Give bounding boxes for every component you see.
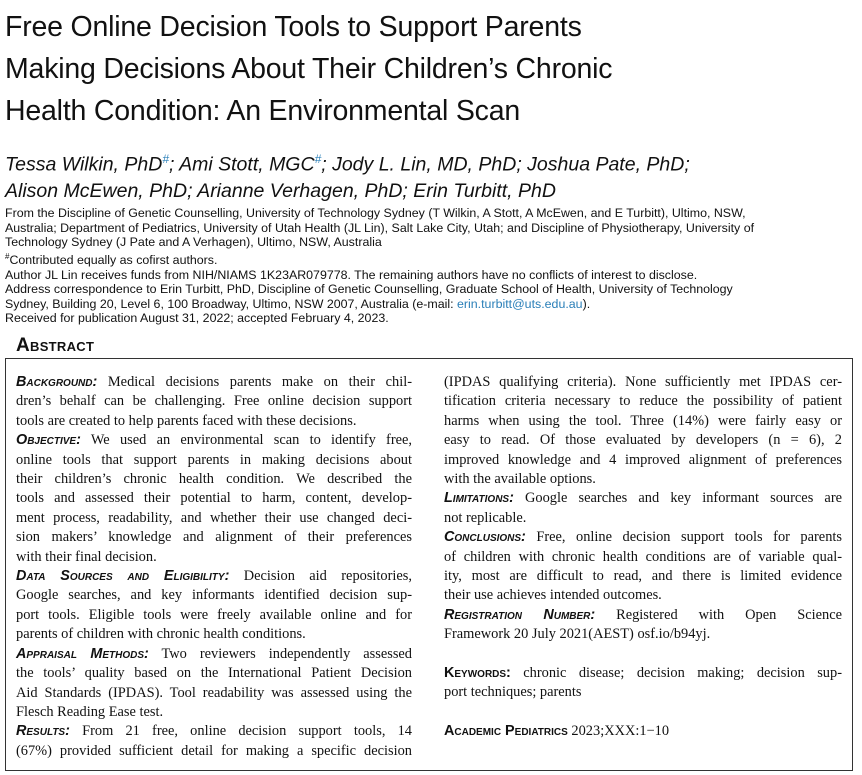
background-line: dren’s behalf can be challenging. Free online decision support bbox=[16, 393, 412, 410]
data-sources-line: Google searches, and key informants identified decision sup- bbox=[16, 587, 412, 604]
conclusions-line: of children with chronic health conditions are of variable qual- bbox=[444, 548, 842, 565]
affiliation-line: Australia; Department of Pediatrics, University of Utah Health (JL Lin), Salt Lake City, Utah; and Discipline of Physiotherapy, University of bbox=[5, 220, 755, 235]
appraisal-line: Appraisal Methods: Two reviewers independently assessed bbox=[16, 645, 412, 662]
received-date: Received for publication August 31, 2022; accepted February 4, 2023. bbox=[5, 311, 389, 326]
email-link[interactable]: erin.turbitt@uts.edu.au bbox=[457, 296, 583, 311]
data-sources-line: parents of children with chronic health conditions. bbox=[16, 626, 306, 643]
registration-label: Registration Number: bbox=[444, 606, 596, 623]
conclusions-label: Conclusions: bbox=[444, 529, 526, 546]
objective-line: tools and assessed their potential to harm, content, develop- bbox=[16, 490, 412, 507]
title-line: Health Condition: An Environmental Scan bbox=[5, 95, 521, 127]
spacer bbox=[444, 645, 842, 664]
conclusions-line: ity, most are difficult to read, and there is limited evidence bbox=[444, 568, 842, 585]
affiliation-line: Technology Sydney (J Pate and A Verhagen), Ultimo, NSW, Australia bbox=[5, 235, 382, 250]
appraisal-line: Aid Standards (IPDAS). Tool readability was assessed using the bbox=[16, 684, 412, 701]
results-line: Results: From 21 free, online decision support tools, 14 bbox=[16, 723, 412, 740]
data-sources-line: port tools. Eligible tools were freely available online and for bbox=[16, 606, 412, 623]
front-matter bbox=[5, 206, 857, 326]
results-line: easy to read. Of those evaluated by developers (n = 6), 2 bbox=[444, 432, 842, 449]
objective-line: their children’s chronic health condition. We described the bbox=[16, 471, 412, 488]
journal-citation: Academic Pediatrics 2023;XXX:1−10 bbox=[444, 723, 670, 740]
background-line: Background: Medical decisions parents make on their chil- bbox=[16, 374, 412, 390]
registration-line: Framework 20 July 2021(AEST) osf.io/b94yj. bbox=[444, 626, 711, 643]
keywords-label: Keywords: bbox=[444, 665, 511, 682]
conclusions-line: Conclusions: Free, online decision support tools for parents bbox=[444, 529, 842, 546]
background-label: Background: bbox=[16, 374, 98, 390]
results-line: with the available options. bbox=[444, 471, 596, 488]
results-line: (IPDAS qualifying criteria). None sufficiently met IPDAS cer- bbox=[444, 374, 842, 390]
spacer bbox=[444, 703, 842, 722]
objective-label: Objective: bbox=[16, 432, 81, 449]
abstract-heading: Abstract bbox=[16, 335, 95, 356]
author-list bbox=[5, 146, 855, 204]
background-line: tools are created to help parents faced with these decisions. bbox=[16, 412, 357, 429]
data-sources-label: Data Sources and Eligibility: bbox=[16, 568, 230, 585]
objective-line: with their final decision. bbox=[16, 548, 157, 565]
results-line: improved knowledge and 4 improved alignment of preferences bbox=[444, 451, 842, 468]
correspondence-line: Sydney, Building 20, Level 6, 100 Broadway, Ultimo, NSW 2007, Australia (e-mail: erin.turbitt@uts.edu.au). bbox=[5, 296, 591, 311]
appraisal-line: the tools’ quality based on the International Patient Decision bbox=[16, 665, 412, 682]
title-line: Free Online Decision Tools to Support Parents bbox=[5, 11, 582, 43]
appraisal-line: Flesch Reading Ease test. bbox=[16, 703, 164, 720]
results-line: (67%) provided sufficient detail for making a specific decision bbox=[16, 742, 412, 759]
conflict-of-interest: Author JL Lin receives funds from NIH/NIAMS 1K23AR079778. The remaining authors have no conflicts of interest to disclose. bbox=[5, 267, 698, 282]
limitations-line: Limitations: Google searches and key informant sources are bbox=[444, 490, 842, 507]
abstract-right-column bbox=[444, 373, 842, 742]
objective-line: online tools that support parents in making decisions about bbox=[16, 451, 412, 468]
results-label: Results: bbox=[16, 723, 70, 740]
cofirst-mark: # bbox=[314, 152, 322, 166]
results-line: harms when using the tool. Three (14%) were fairly easy or bbox=[444, 412, 842, 429]
correspondence-line: Address correspondence to Erin Turbitt, PhD, Discipline of Genetic Counselling, Graduate School of Health, University of Technology bbox=[5, 282, 733, 297]
data-sources-line: Data Sources and Eligibility: Decision aid repositories, bbox=[16, 568, 412, 585]
abstract-left-column bbox=[16, 373, 412, 761]
registration-line: Registration Number: Registered with Open Science bbox=[444, 606, 842, 623]
author-line: Tessa Wilkin, PhD#; Ami Stott, MGC#; Jody L. Lin, MD, PhD; Joshua Pate, PhD; bbox=[5, 152, 690, 176]
appraisal-label: Appraisal Methods: bbox=[16, 645, 149, 662]
conclusions-line: their use achieves intended outcomes. bbox=[444, 587, 662, 604]
limitations-line: not replicable. bbox=[444, 509, 527, 526]
cofirst-mark: # bbox=[162, 152, 170, 166]
keywords-line: port techniques; parents bbox=[444, 684, 582, 701]
affiliation-line: From the Discipline of Genetic Counselling, University of Technology Sydney (T Wilkin, A Stott, A McEwen, and E Turbitt), Ultimo, NSW, bbox=[5, 206, 746, 220]
objective-line: sion makers’ knowledge and alignment of their preferences bbox=[16, 529, 412, 546]
title-line: Making Decisions About Their Children’s Chronic bbox=[5, 53, 613, 85]
limitations-label: Limitations: bbox=[444, 490, 514, 507]
cofirst-note: #Contributed equally as cofirst authors. bbox=[5, 251, 218, 267]
author-line: Alison McEwen, PhD; Arianne Verhagen, PhD; Erin Turbitt, PhD bbox=[5, 179, 556, 202]
journal-name: Academic Pediatrics bbox=[444, 723, 568, 740]
objective-line: ment process, readability, and whether their use changed deci- bbox=[16, 509, 412, 526]
keywords-line: Keywords: chronic disease; decision making; decision sup- bbox=[444, 665, 842, 682]
results-line: tification criteria necessary to reduce the possibility of patient bbox=[444, 393, 842, 410]
objective-line: Objective: We used an environmental scan to identify free, bbox=[16, 432, 412, 449]
paper-title bbox=[5, 6, 845, 132]
